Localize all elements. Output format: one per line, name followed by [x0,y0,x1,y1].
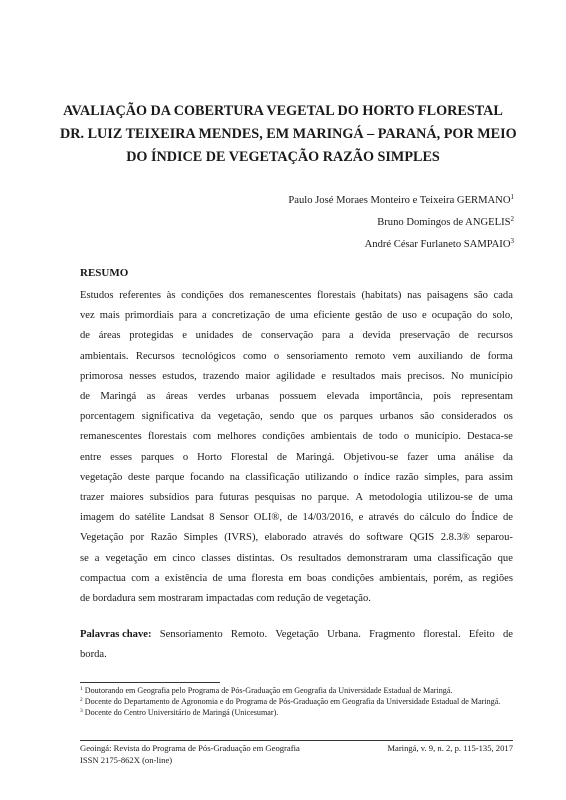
abstract-word: uma [437,451,456,463]
abstract-word: ambientais. [80,350,129,362]
abstract-word: de [362,431,373,443]
abstract-word: de [80,330,90,342]
paper-title [60,100,517,169]
abstract-word: elevada [326,391,360,403]
abstract-word: porcentagem [80,411,135,423]
abstract-word: com [192,431,212,443]
keyword-word: florestal. [423,629,461,640]
abstract-word: trazer [80,492,105,504]
abstract-word: Florestal [230,451,268,463]
abstract-word: todo [378,431,398,443]
abstract-word: áreas [165,391,188,403]
abstract-word: precisos. [407,370,445,382]
abstract-word: de [458,330,469,342]
abstract-word: de [502,512,513,524]
abstract-word: vem [392,350,411,362]
abstract-word: satélite [135,512,166,524]
abstract-word: conservação [260,330,314,342]
abstract-word: eficiente [313,310,350,322]
abstract-line [80,448,513,468]
abstract-word: representam [461,391,513,403]
title-line: AVALIAÇÃO DA COBERTURA VEGETAL DO HORTO FLORESTAL [63,103,503,119]
abstract-line [80,569,513,589]
footer-row [80,754,513,766]
abstract-word: maior [245,370,271,382]
abstract-word: Recursos [135,350,175,362]
abstract-word: de [387,310,398,322]
abstract-word: através [368,512,399,524]
abstract-word: solo, [492,310,513,322]
abstract-word: imagem [80,512,115,524]
footer-divider [80,740,513,741]
abstract-word: QGIS [409,532,435,544]
author-footnote-marker: 1 [510,193,514,201]
abstract-word: Índice [471,512,498,524]
abstract-word: 2.8.3® [440,532,470,544]
footnote [80,707,513,718]
abstract-word: considerados [441,411,497,423]
abstract-word: uma [227,572,247,584]
author [288,234,514,256]
abstract-line [80,306,513,326]
abstract-word: parque [155,471,185,483]
abstract-word: boas [306,572,327,584]
abstract-word: os [503,411,513,423]
author-name: Bruno Domingos de ANGELIS [377,217,511,228]
abstract-word: mais [381,370,402,382]
abstract-word: índice [364,471,391,483]
keyword-word: Vegetação [275,629,319,640]
abstract-word: como [243,350,267,362]
abstract-word: em [153,552,167,564]
abstract-word: remanescentes [80,431,142,443]
abstract-word: se [80,552,89,564]
abstract-word: ambientais [310,431,357,443]
abstract-word: primorosa [80,370,123,382]
abstract-word: utilizou-se [427,492,473,504]
abstract-line [80,326,513,346]
abstract-line [80,427,513,447]
abstract-word: na [229,471,240,483]
abstract-word: remoto [355,350,386,362]
abstract-word: pois [433,391,451,403]
abstract-word: do [476,310,488,322]
abstract-word: cálculo [419,512,451,524]
abstract-word: (habitats) [361,290,402,301]
abstract-word: para [464,471,484,483]
abstract-word: condições [181,290,224,301]
abstract-word: No [450,370,464,382]
abstract-word: forma [487,350,513,362]
keywords-label-text: Palavras chave: [80,629,152,640]
author-name: Paulo José Moraes Monteiro e Teixeira GERMANO [288,195,511,206]
keyword-word: Efeito [468,629,495,640]
keyword-word: Sensoriamento [159,629,223,640]
abstract-word: por [130,532,145,544]
abstract-word: que [497,552,513,564]
abstract-word: Os [280,552,293,564]
footnote [80,696,513,707]
abstract-word: uma [290,310,309,322]
abstract-word: do [119,512,130,524]
abstract-line [80,549,513,569]
abstract-line [80,347,513,367]
abstract-word: com [131,572,150,584]
abstract-word: urbanos [379,411,414,423]
abstract-word: para [322,330,341,342]
abstract-word: de [470,350,481,362]
abstract-word: porém, [433,572,463,584]
abstract-word: preservação [399,330,451,342]
abstract-word: cinco [172,552,196,564]
abstract-word: auxiliando [418,350,463,362]
abstract-word: 14/03/2016, [302,512,354,524]
author-footnote-marker: 3 [510,237,514,245]
footnote-text: Docente do Departamento de Agronomia e do Programa de Pós-Graduação em Geografia da Universidade Estadual de Maringá. [82,697,501,707]
issn: ISSN 2175-862X (on-line) [80,755,173,765]
abstract-body [80,286,513,609]
footnote-marker: 3 [80,708,83,715]
abstract-line [80,528,513,548]
abstract-word: trazendo [202,370,240,382]
abstract-word: significativa [141,411,194,423]
keyword-word: Remoto. [230,629,268,640]
abstract-word: o [182,451,189,463]
abstract-word: parques [339,411,373,423]
abstract-word: Objetivou-se [343,451,399,463]
abstract-word: Maringá [100,391,137,403]
footnote-divider [80,682,220,683]
abstract-word: existência [164,572,208,584]
footnote-marker: 1 [80,686,83,692]
abstract-word: classificação [437,552,492,564]
footer-row [80,742,513,754]
abstract-word: dos [229,290,244,301]
abstract-word: a [154,572,160,584]
abstract-word: classificação [245,471,300,483]
abstract-word: e [358,512,364,524]
author-footnote-marker: 2 [510,215,514,223]
abstract-word: referentes [119,290,161,301]
abstract-line [80,468,513,488]
abstract-word: OLI®, [253,512,283,524]
abstract-word: que [301,411,317,423]
abstract-word: (IVRS), [224,532,259,544]
abstract-word: a [349,330,354,342]
abstract-word: vegetação, [217,411,263,423]
abstract-word: e [321,370,326,382]
abstract-word: primordiais [124,310,174,322]
abstract-word: da [200,411,211,423]
abstract-word: de [276,451,287,463]
abstract-word: simples, [424,471,460,483]
abstract-word: para [195,492,214,504]
abstract-word: Horto [197,451,222,463]
abstract-word: a [94,552,100,564]
title-line: DR. LUIZ TEIXEIRA MENDES, EM MARINGÁ – PARANÁ, POR MEIO [60,126,517,142]
abstract-word: uma [413,552,432,564]
abstract-word: município [469,370,513,382]
abstract-line [80,488,513,508]
abstract-word: possuem [279,391,317,403]
abstract-word: Simples [183,532,218,544]
abstract-word: concretização [211,310,271,322]
keywords [80,625,513,665]
title-line: DO ÍNDICE DE VEGETAÇÃO RAZÃO SIMPLES [126,149,440,165]
abstract-word: vegetação [105,552,148,564]
abstract-word: vegetação [80,471,123,483]
abstract-word: unidades [195,330,234,342]
abstract-word: 8 [209,512,215,524]
keyword-word: Fragmento [369,629,416,640]
abstract-word: áreas [98,330,121,342]
abstract-word: parques [140,451,174,463]
abstract-word: em [288,572,302,584]
abstract-word: floresta [251,572,284,584]
abstract-word: Sensor [219,512,249,524]
abstract-word: Razão [150,532,178,544]
page-footer [80,742,513,766]
abstract-word: paisagens [426,290,469,301]
abstract-heading: RESUMO [80,267,129,279]
abstract-word: mais [99,310,120,322]
abstract-word: do [403,512,415,524]
abstract-word: devida [362,330,391,342]
abstract-word: do [349,532,360,544]
abstract-word: deste [128,471,150,483]
abstract-word: de [478,492,489,504]
abstract-word: urbanas [236,391,269,403]
footnote-text: Docente do Centro Universitário de Maringá (Unicesumar). [82,708,279,718]
abstract-word: entre [80,451,102,463]
abstract-word: análise [464,451,494,463]
abstract-word: parque. [317,492,350,504]
abstract-word: as [146,391,156,403]
abstract-word: remanescentes [249,290,312,301]
abstract-word: a [202,310,207,322]
abstract-word: metodologia [368,492,422,504]
abstract-word: distintas. [236,552,275,564]
abstract-word: uso [402,310,417,322]
abstract-word: o [353,471,359,483]
abstract-word: compactua [80,572,126,584]
keyword-word: Urbana. [327,629,361,640]
abstract-word: no [301,492,312,504]
footnote-marker: 2 [80,697,83,704]
abstract-word: ocupação [431,310,472,322]
keywords-line [80,625,513,645]
abstract-word: classes [201,552,231,564]
abstract-word: município. [415,431,461,443]
abstract-word: condições [331,572,374,584]
abstract-word: de [287,512,298,524]
abstract-word: do [455,512,467,524]
abstract-word: e [182,330,187,342]
abstract-word: sensoriamento [286,350,348,362]
abstract-word: gestão [355,310,383,322]
footnotes [80,685,513,719]
abstract-word: o [273,350,280,362]
abstract-word: pesquisas [254,492,296,504]
abstract-word: de [242,330,253,342]
abstract-word: de [275,310,286,322]
abstract-line [80,508,513,528]
abstract-word: sendo [269,411,295,423]
keyword-word: de [502,629,513,640]
abstract-word: o [403,431,410,443]
abstract-word: razão [395,471,419,483]
abstract-word: melhores [217,431,257,443]
abstract-word: subsídios [149,492,190,504]
abstract-word: importância, [369,391,423,403]
abstract-word: fazer [407,451,429,463]
abstract-word: elaborado [264,532,307,544]
abstract-word: e [422,310,427,322]
abstract-word: para [178,310,197,322]
abstract-word: utilizando [305,471,348,483]
abstract-word: ambientais, [379,572,428,584]
abstract-word: às [166,290,176,301]
abstract-word: resultados [332,370,376,382]
abstract-word: regiões [482,572,513,584]
abstract-word: resultados [298,552,342,564]
abstract-word: separou- [476,532,513,544]
abstract-word: de [80,391,90,403]
abstract-word: Estudos [80,290,114,301]
abstract-word: condições [262,431,305,443]
abstract-word: software [366,532,403,544]
abstract-word: recursos [477,330,513,342]
abstract-word: tecnológicos [182,350,236,362]
journal-name: Geoingá: Revista do Programa de Pós-Graduação em Geografia [80,743,300,753]
abstract-word: estudos, [162,370,197,382]
abstract-word: de [212,572,223,584]
abstract-word: A [355,492,363,504]
abstract-word: através [312,532,343,544]
abstract-word: verdes [197,391,226,403]
abstract-line [80,407,513,427]
author [288,190,514,212]
abstract-word: Landsat [170,512,204,524]
abstract-word: cada [493,290,513,301]
abstract-word: as [468,572,478,584]
keywords-label [80,625,152,645]
abstract-line [80,367,513,387]
abstract-word: vez [80,310,95,322]
abstract-word: focando [189,471,225,483]
footnote-text: Doutorando em Geografia pelo Programa de Pós-Graduação em Geografia da Universidade Estadual de Maringá. [82,686,453,695]
abstract-word: futuras [219,492,249,504]
abstract-word: esses [110,451,132,463]
abstract-word: nas [407,290,422,301]
abstract-word: maiores [110,492,144,504]
abstract-word: assim [488,471,513,483]
abstract-word: Vegetação [80,532,124,544]
abstract-line [80,387,513,407]
abstract-word: agilidade [276,370,316,382]
author-name: André César Furlaneto SAMPAIO [364,239,511,250]
abstract-word: são [420,411,435,423]
abstract-word: da [502,451,513,463]
issue-info: Maringá, v. 9, n. 2, p. 115-135, 2017 [387,743,513,753]
keywords-line: borda. [80,649,107,661]
abstract-word: Destaca-se [466,431,513,443]
footnote [80,685,513,696]
abstract-line: de bordadura sem mostraram impactadas com redução de vegetação. [80,593,371,605]
author-list [288,190,514,256]
abstract-word: florestais [316,290,356,301]
abstract-word: Maringá. [295,451,335,463]
abstract-word: são [473,290,488,301]
author [288,212,514,234]
abstract-line [80,286,513,306]
abstract-word: os [323,411,333,423]
abstract-word: nesses [129,370,157,382]
abstract-word: demonstraram [346,552,408,564]
abstract-word: florestais [147,431,187,443]
abstract-word: uma [494,492,513,504]
abstract-word: protegidas [129,330,174,342]
